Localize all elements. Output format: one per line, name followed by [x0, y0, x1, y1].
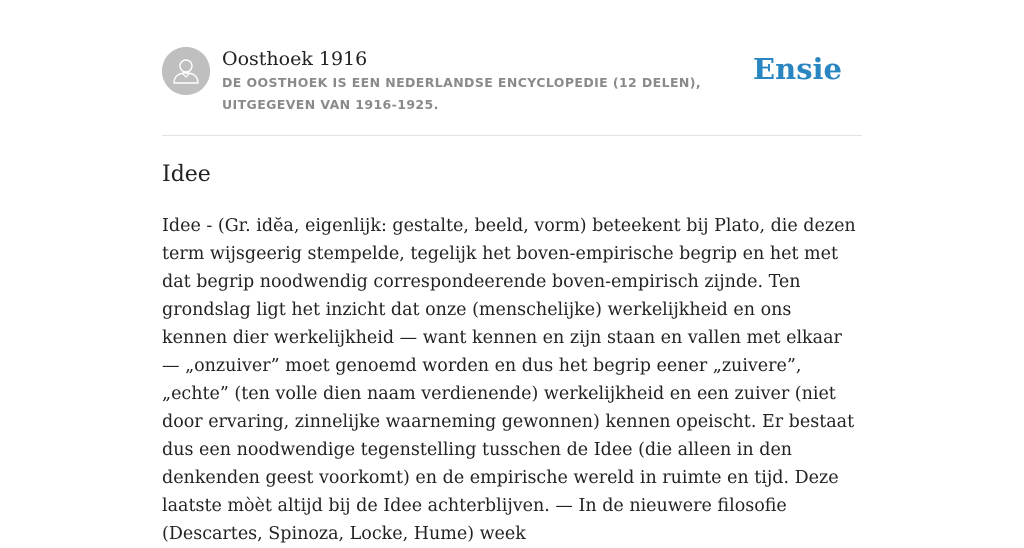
source-header: [162, 47, 862, 117]
source-title[interactable]: Oosthoek 1916: [222, 48, 368, 70]
article-title: Idee: [162, 162, 211, 187]
avatar[interactable]: [162, 47, 210, 95]
page: [162, 0, 862, 544]
ensie-logo-link[interactable]: Ensie: [753, 52, 842, 86]
user-icon: [162, 47, 210, 95]
article-body: Idee - (Gr. idĕa, eigenlijk: gestalte, beeld, vorm) beteekent bij Plato, die dezen term wijsgeerig stempelde, tegelijk het boven-empirische begrip en het met dat begrip noodwendig correspondeerende boven-empirisch zijnde. Ten grondslag ligt het inzicht dat onze (menschelijke) werkelijkheid en ons kennen dier werkelijkheid — want kennen en zijn staan en vallen met elkaar — „onzuiver” moet genoemd worden en dus het begrip eener „zuivere”, „echte” (ten volle dien naam verdienende) werkelijkheid en een zuiver (niet door ervaring, zinnelijke waarneming gewonnen) kennen opeischt. Er bestaat dus een noodwendige tegenstelling tusschen de Idee (die alleen in den denkenden geest voorkomt) en de empirische wereld in ruimte en tijd. Deze laatste mòèt altijd bij de Idee achterblijven. — In de nieuwere filosofie (Descartes, Spinoza, Locke, Hume) week: [162, 216, 856, 544]
header-divider: [162, 135, 862, 136]
source-description: DE OOSTHOEK IS EEN NEDERLANDSE ENCYCLOPEDIE (12 DELEN), UITGEGEVEN VAN 1916-1925.: [222, 75, 702, 112]
